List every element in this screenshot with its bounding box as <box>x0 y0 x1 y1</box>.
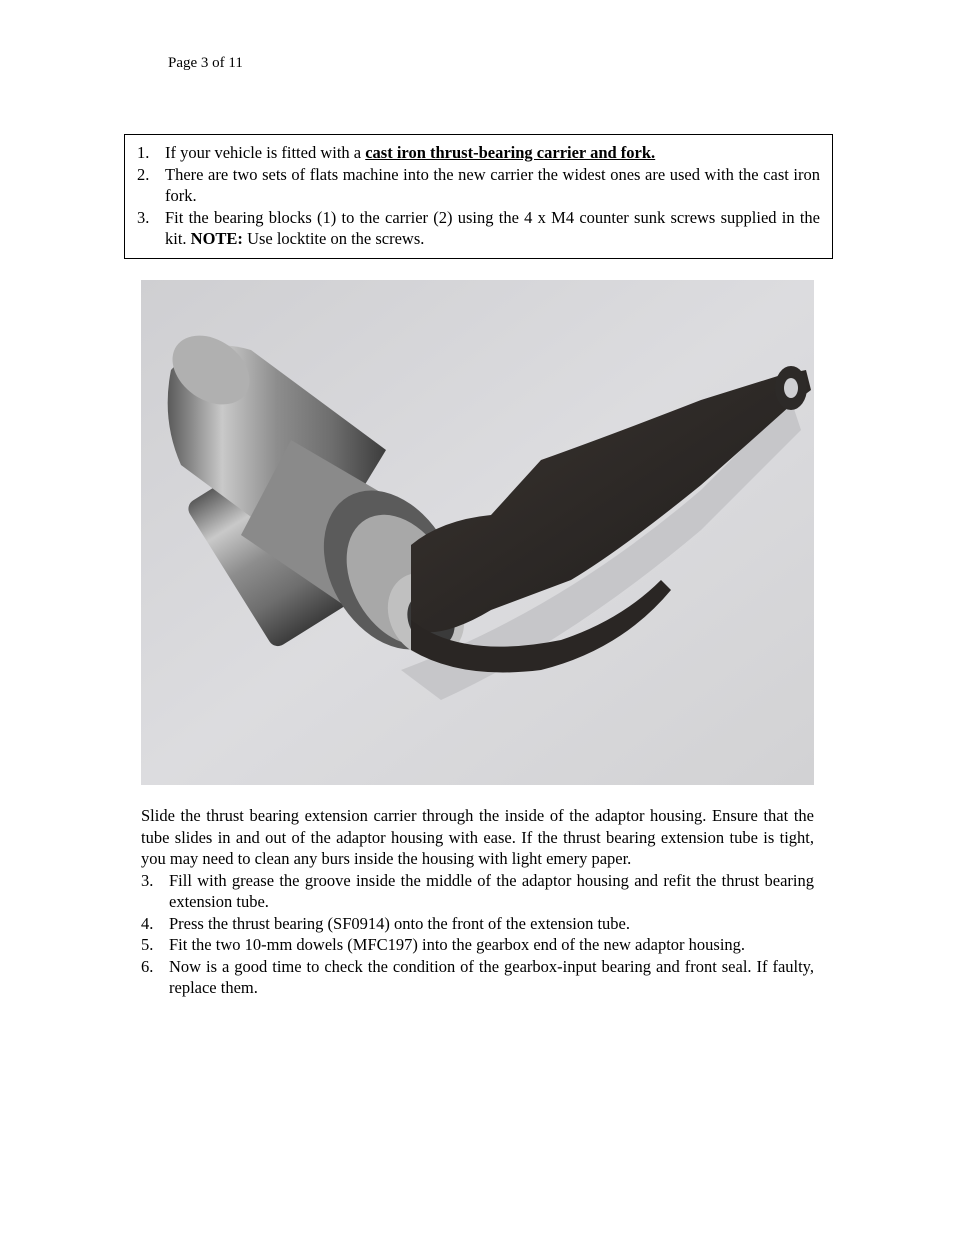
item-text-prefix: If your vehicle is fitted with a <box>165 143 366 162</box>
step-text: Fill with grease the groove inside the middle of the adaptor housing and refit the thrust bearing extension tube. <box>169 870 814 911</box>
note-label: NOTE: <box>190 229 243 248</box>
item-emphasis <box>365 143 655 162</box>
step-item-3 <box>141 870 814 913</box>
intro-paragraph: Slide the thrust bearing extension carrier through the inside of the adaptor housing. Ensure that the tube slides in and out of the adaptor housing with ease. If the thrust bearing extension tube is tight, you may need to clean any burs inside the housing with light emery paper. <box>141 806 814 868</box>
step-item-5 <box>141 934 814 956</box>
item-number: 1. <box>137 143 150 162</box>
box-item-2 <box>137 164 820 207</box>
step-number: 6. <box>141 956 154 976</box>
item-text <box>165 142 820 164</box>
box-item-3 <box>137 207 820 250</box>
step-number: 4. <box>141 913 154 933</box>
item-text: There are two sets of flats machine into the new carrier the widest ones are used with the cast iron fork. <box>165 164 820 205</box>
page-number: Page 3 of 11 <box>168 55 243 71</box>
step-text: Now is a good time to check the condition of the gearbox-input bearing and front seal. If faulty, replace them. <box>169 956 814 997</box>
step-number: 5. <box>141 935 154 954</box>
step-item-6 <box>141 956 814 999</box>
step-text: Press the thrust bearing (SF0914) onto the front of the extension tube. <box>169 913 631 933</box>
item-text-prefix: Fit the bearing blocks (1) to the carrier (2) using the 4 x M4 counter sunk screws supplied in the kit. <box>165 207 820 248</box>
item-number: 3. <box>137 207 150 227</box>
main-body <box>141 805 814 999</box>
item-text-suffix: Use locktite on the screws. <box>242 229 425 248</box>
item-text <box>165 207 820 250</box>
instruction-box <box>124 134 833 259</box>
carrier-fork-illustration <box>141 280 814 785</box>
box-item-1 <box>137 142 820 164</box>
carrier-fork-photo <box>141 280 814 785</box>
item-emphasis-bold: cast iron thrust-bearing carrier and fork. <box>365 143 656 162</box>
item-number: 2. <box>137 164 150 184</box>
step-number: 3. <box>141 870 154 890</box>
step-text: Fit the two 10-mm dowels (MFC197) into the gearbox end of the new adaptor housing. <box>169 935 746 954</box>
step-item-4 <box>141 913 814 935</box>
